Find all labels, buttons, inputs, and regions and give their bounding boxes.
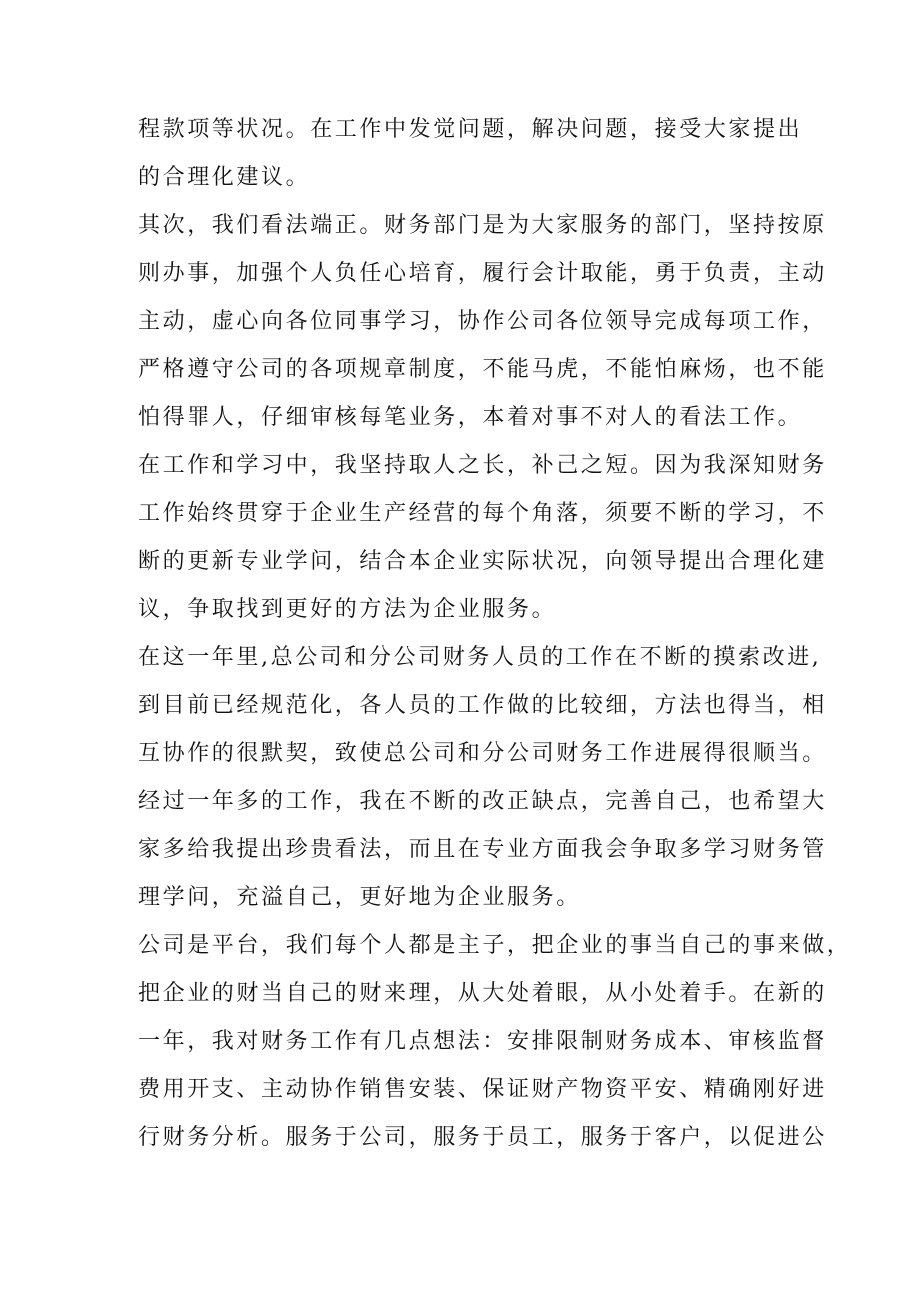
text-line: 怕得罪人，仔细审核每笔业务，本着对事不对人的看法工作。 — [138, 405, 803, 430]
text-line: 在工作和学习中，我坚持取人之长，补己之短。因为我深知财务 — [138, 453, 827, 478]
text-line: 经过一年多的工作，我在不断的改正缺点，完善自己，也希望大 — [138, 789, 827, 814]
text-line: 家多给我提出珍贵看法，而且在专业方面我会争取多学习财务管 — [138, 837, 827, 862]
text-line: 其次，我们看法端正。财务部门是为大家服务的部门，坚持按原 — [138, 213, 827, 238]
text-line: 把企业的财当自己的财来理，从大处着眼，从小处着手。在新的 — [138, 981, 827, 1006]
text-line: 程款项等状况。在工作中发觉问题，解决问题，接受大家提出 — [138, 117, 803, 142]
text-line: 的合理化建议。 — [138, 165, 311, 190]
text-line: 一年，我对财务工作有几点想法：安排限制财务成本、审核监督 — [138, 1029, 827, 1054]
text-line: 议，争取找到更好的方法为企业服务。 — [138, 597, 557, 622]
text-line: 则办事，加强个人负任心培育，履行会计取能，勇于负责，主动 — [138, 261, 827, 286]
text-line: 理学问，充溢自己，更好地为企业服务。 — [138, 885, 581, 910]
text-line: 在这一年里,总公司和分公司财务人员的工作在不断的摸索改进, — [138, 645, 822, 670]
text-line: 严格遵守公司的各项规章制度，不能马虎，不能怕麻炀，也不能 — [138, 357, 827, 382]
text-line: 主动，虚心向各位同事学习，协作公司各位领导完成每项工作， — [138, 309, 827, 334]
text-line: 公司是平台，我们每个人都是主子，把企业的事当自己的事来做， — [138, 933, 852, 958]
text-line: 互协作的很默契，致使总公司和分公司财务工作进展得很顺当。 — [138, 741, 827, 766]
text-line: 到目前已经规范化，各人员的工作做的比较细，方法也得当，相 — [138, 693, 827, 718]
text-line: 费用开支、主动协作销售安装、保证财产物资平安、精确刚好进 — [138, 1077, 827, 1102]
text-line: 断的更新专业学问，结合本企业实际状况，向领导提出合理化建 — [138, 549, 827, 574]
text-line: 工作始终贯穿于企业生产经营的每个角落，须要不断的学习，不 — [138, 501, 827, 526]
text-line: 行财务分析。服务于公司，服务于员工，服务于客户，以促进公 — [138, 1125, 827, 1150]
